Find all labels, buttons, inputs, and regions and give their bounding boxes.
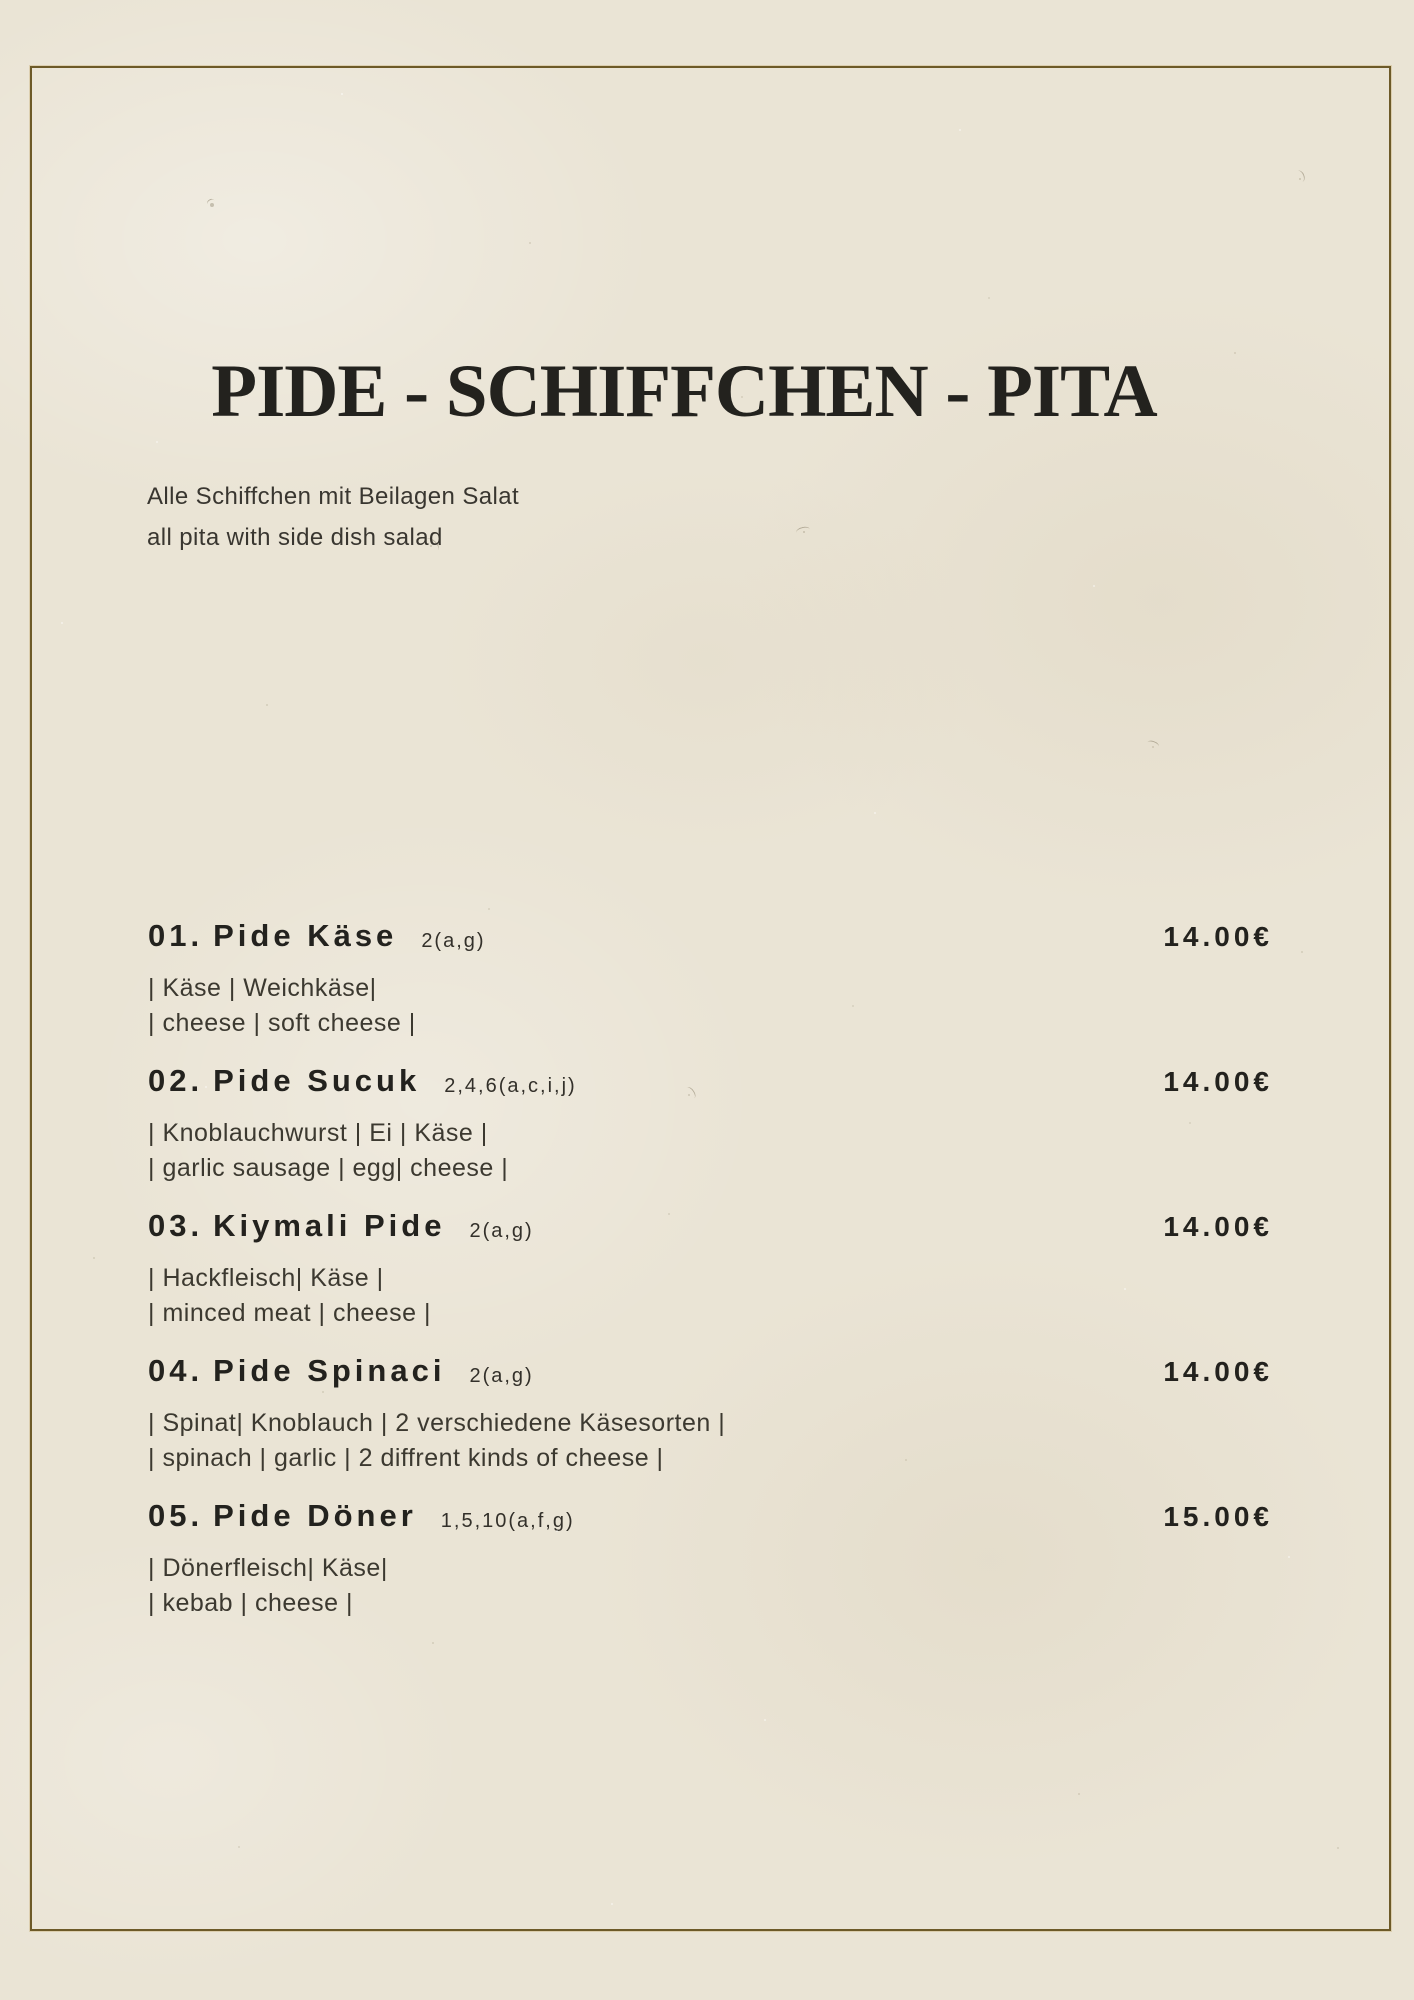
item-description-english: | cheese | soft cheese | <box>148 1009 416 1037</box>
menu-item-descriptions <box>148 1116 1273 1186</box>
item-name: Pide Sucuk <box>213 1063 421 1098</box>
item-price: 14.00€ <box>1163 921 1273 952</box>
menu-item <box>148 1060 1273 1186</box>
menu-item-header <box>148 1495 1273 1543</box>
item-description-german: | Knoblauchwurst | Ei | Käse | <box>148 1119 488 1147</box>
page-title: PIDE - SCHIFFCHEN - PITA <box>211 350 1157 433</box>
item-allergen-codes: 2(a,g) <box>421 930 486 952</box>
menu-item <box>148 1205 1273 1331</box>
menu-item-title <box>148 1205 534 1253</box>
menu-item <box>148 915 1273 1041</box>
menu-item-title <box>148 1350 534 1398</box>
item-name: Pide Spinaci <box>213 1353 446 1388</box>
item-description-german: | Dönerfleisch| Käse| <box>148 1554 388 1582</box>
item-name: Pide Döner <box>213 1498 417 1533</box>
item-description-english: | kebab | cheese | <box>148 1589 353 1617</box>
item-name: Pide Käse <box>213 918 398 953</box>
item-number: 02. <box>148 1063 204 1098</box>
item-description-english: | garlic sausage | egg| cheese | <box>148 1154 509 1182</box>
menu-item-descriptions <box>148 1261 1273 1331</box>
menu-item-header <box>148 1060 1273 1108</box>
menu-item-descriptions <box>148 1406 1273 1476</box>
menu-item-title <box>148 1060 577 1108</box>
item-price: 14.00€ <box>1163 1066 1273 1097</box>
item-number: 04. <box>148 1353 204 1388</box>
menu-item-header <box>148 915 1273 963</box>
item-name: Kiymali Pide <box>213 1208 446 1243</box>
menu-item-title <box>148 1495 575 1543</box>
item-number: 03. <box>148 1208 204 1243</box>
item-description-german: | Hackfleisch| Käse | <box>148 1264 384 1292</box>
item-description-english: | minced meat | cheese | <box>148 1299 431 1327</box>
item-number: 05. <box>148 1498 204 1533</box>
menu-item-title <box>148 915 486 963</box>
menu-item-list <box>148 915 1273 1640</box>
item-number: 01. <box>148 918 204 953</box>
item-allergen-codes: 2(a,g) <box>469 1220 534 1242</box>
menu-item-header <box>148 1205 1273 1253</box>
item-allergen-codes: 2,4,6(a,c,i,j) <box>444 1075 577 1097</box>
item-price: 15.00€ <box>1163 1501 1273 1532</box>
menu-item-descriptions <box>148 971 1273 1041</box>
item-description-english: | spinach | garlic | 2 diffrent kinds of cheese | <box>148 1444 664 1472</box>
menu-item-header <box>148 1350 1273 1398</box>
page-subtitle <box>147 476 519 558</box>
item-allergen-codes: 2(a,g) <box>469 1365 534 1387</box>
menu-item <box>148 1350 1273 1476</box>
item-price: 14.00€ <box>1163 1211 1273 1242</box>
menu-item-descriptions <box>148 1551 1273 1621</box>
item-price: 14.00€ <box>1163 1356 1273 1387</box>
item-allergen-codes: 1,5,10(a,f,g) <box>440 1510 575 1532</box>
item-description-german: | Spinat| Knoblauch | 2 verschiedene Käsesorten | <box>148 1409 726 1437</box>
subtitle-english: all pita with side dish salad <box>147 524 443 551</box>
subtitle-german: Alle Schiffchen mit Beilagen Salat <box>147 483 520 510</box>
menu-item <box>148 1495 1273 1621</box>
item-description-german: | Käse | Weichkäse| <box>148 974 377 1002</box>
